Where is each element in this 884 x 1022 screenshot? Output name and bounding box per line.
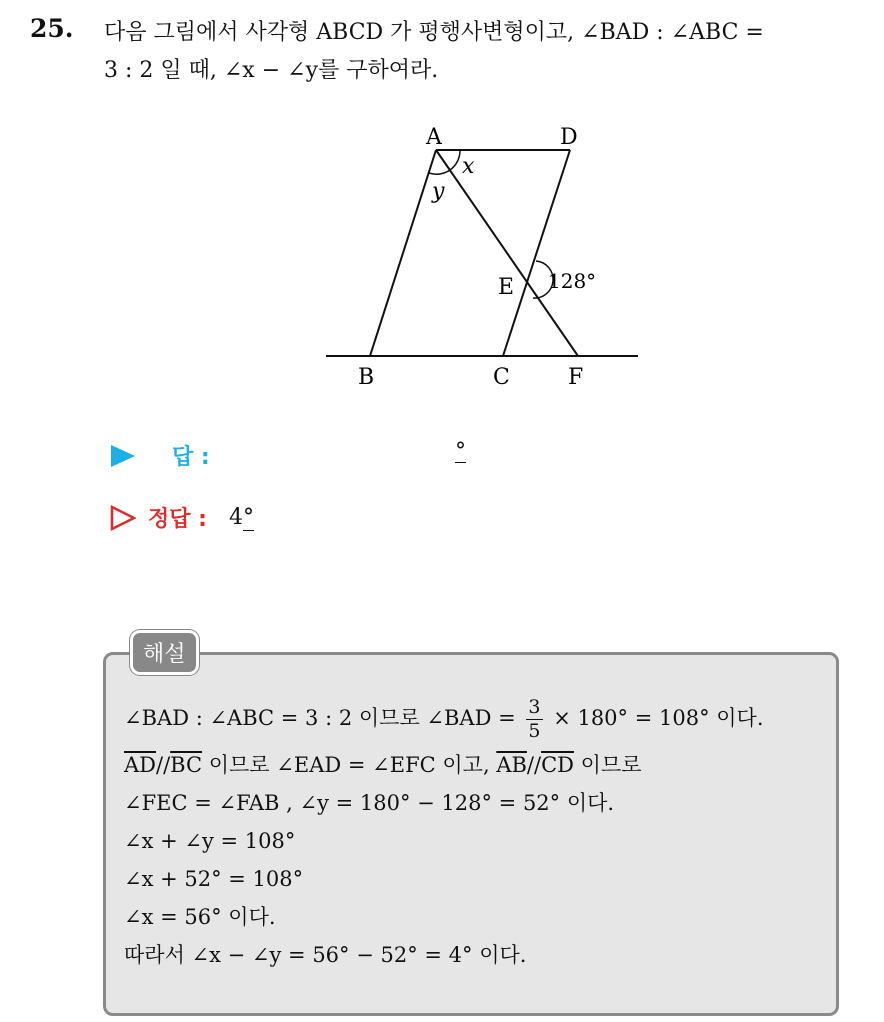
label-c: C [493,365,510,390]
label-angle-128: 128° [548,269,597,293]
solution-line-7: 따라서 ∠x − ∠y = 56° − 52° = 4° 이다. [124,943,527,967]
answer-blank[interactable]: ° [455,439,466,464]
correct-value [229,505,254,530]
segment-ad-text: $\overline{AD}$ [124,753,157,777]
question-line-1: 다음 그림에서 사각형 ABCD 가 평행사변형이고, ∠BAD : ∠ABC = [104,20,764,45]
parallelogram-diagram [320,118,650,398]
solution-tag: 해설 [130,630,199,675]
label-y: y [432,179,445,204]
label-x: x [462,154,475,179]
correct-label: 정답 : [148,507,207,532]
angle-y-arc [429,170,450,174]
question-line-2: 3 : 2 일 때, ∠x − ∠y를 구하여라. [104,58,439,83]
correct-number: 4 [228,505,243,530]
solution-line-5: ∠x + 52° = 108° [124,867,304,891]
segment-bc-text: $\overline{BC}$ [170,753,203,777]
segment-dc [503,150,570,356]
fraction-numerator: 3 [528,696,541,718]
solution-line-2-end: 이므로 [573,753,642,777]
solution-line-1 [124,690,834,746]
solution-line-3: ∠FEC = ∠FAB , ∠y = 180° − 128° = 52° 이다. [124,791,615,815]
label-d: D [560,125,578,150]
segment-af [436,150,578,356]
segment-cd-text: $\overline{CD}$ [541,753,574,777]
solution-text [124,690,834,974]
label-f: F [568,365,584,390]
segment-ab-text: $\overline{AB}$ [496,753,527,777]
correct-degree: ° [242,505,254,530]
question-text [104,14,874,90]
fraction-denominator: 5 [528,720,541,742]
solution-line-2 [124,746,834,784]
solution-line-6: ∠x = 56° 이다. [124,905,276,929]
solution-line-4: ∠x + ∠y = 108° [124,829,296,853]
answer-row [110,439,466,471]
question-number: 25. [30,14,74,43]
correct-answer-row [110,502,254,533]
label-b: B [358,365,375,390]
parallel-sign-2: // [526,753,542,777]
solution-line-1-post: × 180° = 108° 이다. [553,706,764,730]
outline-arrow-icon [110,505,136,531]
solution-line-1-pre: ∠BAD : ∠ABC = 3 : 2 이므로 ∠BAD = [124,706,516,730]
parallel-sign-1: // [156,753,171,777]
angle-x-arc [450,150,460,170]
play-arrow-icon [110,444,136,468]
answer-label: 답 : [172,445,210,470]
label-e: E [498,275,515,300]
label-a: A [426,125,442,150]
segment-ab [370,150,436,356]
solution-line-2-mid: 이므로 ∠EAD = ∠EFC 이고, [202,753,497,777]
fraction-3-5 [526,698,542,741]
